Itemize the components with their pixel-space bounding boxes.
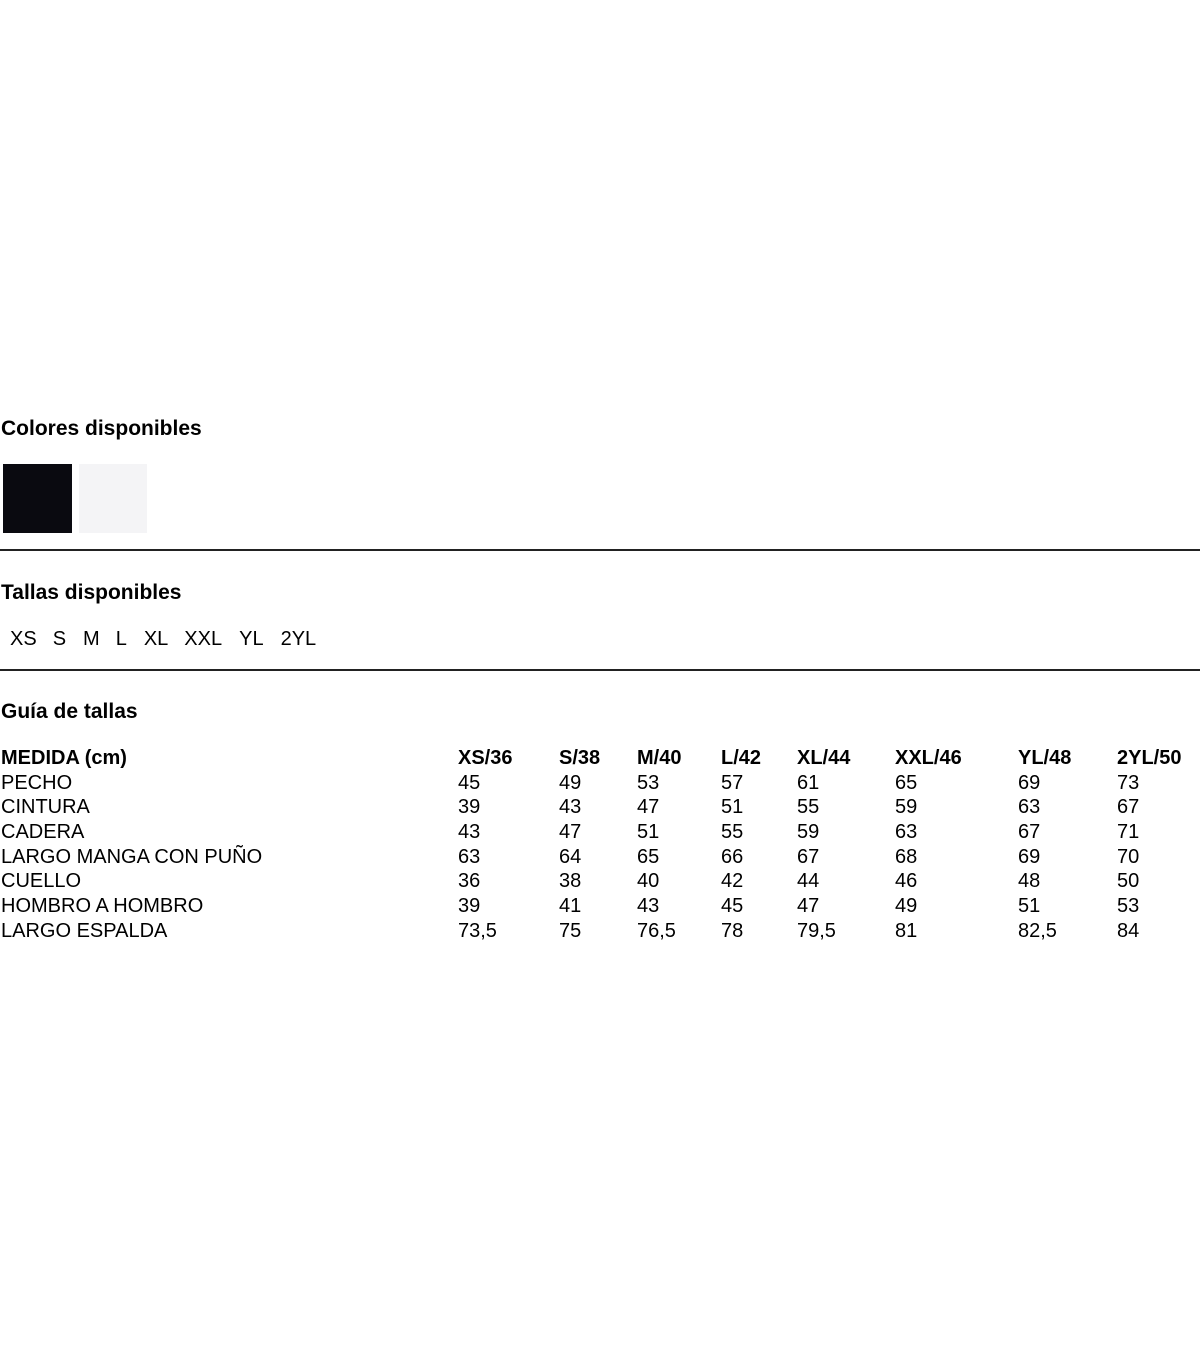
table-cell: 71	[1117, 821, 1140, 844]
row-label: LARGO MANGA CON PUÑO	[1, 845, 263, 868]
table-cell: 39	[458, 895, 481, 918]
table-cell: 55	[721, 821, 744, 844]
table-cell: 57	[721, 771, 744, 794]
table-cell: 43	[637, 895, 660, 918]
table-cell: 68	[895, 845, 918, 868]
table-cell: 63	[1018, 796, 1041, 819]
row-label: CADERA	[1, 821, 85, 844]
table-cell: 44	[797, 870, 820, 893]
table-cell: 63	[458, 845, 481, 868]
table-cell: 45	[721, 895, 744, 918]
row-label: CUELLO	[1, 870, 82, 893]
table-cell: 53	[637, 771, 660, 794]
color-swatch-black[interactable]	[3, 464, 72, 533]
size-option-xl[interactable]: XL	[143, 628, 169, 650]
table-cell: 42	[721, 870, 744, 893]
table-cell: 82,5	[1018, 919, 1057, 942]
table-cell: 46	[895, 870, 918, 893]
table-cell: 49	[895, 895, 918, 918]
table-cell: 81	[895, 919, 918, 942]
table-cell: 64	[559, 845, 582, 868]
size-option-s[interactable]: S	[52, 628, 67, 650]
table-cell: 61	[797, 771, 820, 794]
size-option-xs[interactable]: XS	[10, 628, 37, 650]
table-cell: 43	[559, 796, 582, 819]
table-cell: 73	[1117, 771, 1140, 794]
table-row	[1, 820, 1200, 845]
divider	[0, 669, 1200, 671]
column-header: XL/44	[797, 747, 851, 769]
table-cell: 48	[1018, 870, 1041, 893]
column-header: XS/36	[458, 747, 513, 769]
table-row	[1, 919, 1200, 944]
table-cell: 84	[1117, 919, 1140, 942]
divider	[0, 549, 1200, 551]
size-guide-title: Guía de tallas	[1, 700, 138, 723]
table-cell: 59	[895, 796, 918, 819]
table-cell: 63	[895, 821, 918, 844]
table-cell: 55	[797, 796, 820, 819]
row-label: PECHO	[1, 771, 73, 794]
column-header: XXL/46	[895, 747, 962, 769]
table-row	[1, 795, 1200, 820]
colors-title: Colores disponibles	[1, 417, 202, 440]
table-cell: 47	[559, 821, 582, 844]
table-row	[1, 771, 1200, 796]
size-list	[10, 628, 316, 650]
table-cell: 41	[559, 895, 582, 918]
table-row	[1, 869, 1200, 894]
size-option-m[interactable]: M	[83, 628, 100, 650]
table-cell: 75	[559, 919, 582, 942]
column-header: YL/48	[1018, 747, 1072, 769]
table-cell: 65	[895, 771, 918, 794]
row-label: CINTURA	[1, 796, 90, 819]
table-cell: 40	[637, 870, 660, 893]
size-option-2yl[interactable]: 2YL	[280, 628, 317, 650]
table-cell: 70	[1117, 845, 1140, 868]
table-cell: 36	[458, 870, 481, 893]
table-cell: 65	[637, 845, 660, 868]
table-cell: 50	[1117, 870, 1140, 893]
table-cell: 59	[797, 821, 820, 844]
table-cell: 76,5	[637, 919, 676, 942]
size-guide-table	[1, 746, 1200, 944]
table-row	[1, 894, 1200, 919]
column-header: 2YL/50	[1117, 747, 1182, 769]
row-label: HOMBRO A HOMBRO	[1, 895, 204, 918]
column-header: M/40	[637, 747, 682, 769]
table-cell: 73,5	[458, 919, 497, 942]
table-cell: 39	[458, 796, 481, 819]
table-cell: 78	[721, 919, 744, 942]
size-option-l[interactable]: L	[115, 628, 127, 650]
column-header: L/42	[721, 747, 762, 769]
table-cell: 69	[1018, 845, 1041, 868]
table-header-row	[1, 746, 1200, 771]
table-cell: 49	[559, 771, 582, 794]
column-header: MEDIDA (cm)	[1, 747, 127, 769]
table-cell: 43	[458, 821, 481, 844]
column-header: S/38	[559, 747, 601, 769]
table-cell: 45	[458, 771, 481, 794]
table-cell: 79,5	[797, 919, 836, 942]
table-cell: 67	[1018, 821, 1041, 844]
table-cell: 51	[721, 796, 744, 819]
table-cell: 53	[1117, 895, 1140, 918]
size-option-yl[interactable]: YL	[239, 628, 264, 650]
row-label: LARGO ESPALDA	[1, 919, 168, 942]
table-cell: 51	[637, 821, 660, 844]
color-swatches	[3, 464, 147, 533]
table-cell: 38	[559, 870, 582, 893]
table-cell: 51	[1018, 895, 1041, 918]
table-cell: 66	[721, 845, 744, 868]
table-cell: 67	[797, 845, 820, 868]
color-swatch-white[interactable]	[79, 464, 147, 533]
table-cell: 47	[797, 895, 820, 918]
table-cell: 47	[637, 796, 660, 819]
table-cell: 67	[1117, 796, 1140, 819]
table-row	[1, 845, 1200, 870]
table-cell: 69	[1018, 771, 1041, 794]
sizes-title: Tallas disponibles	[1, 581, 182, 604]
size-option-xxl[interactable]: XXL	[184, 628, 223, 650]
